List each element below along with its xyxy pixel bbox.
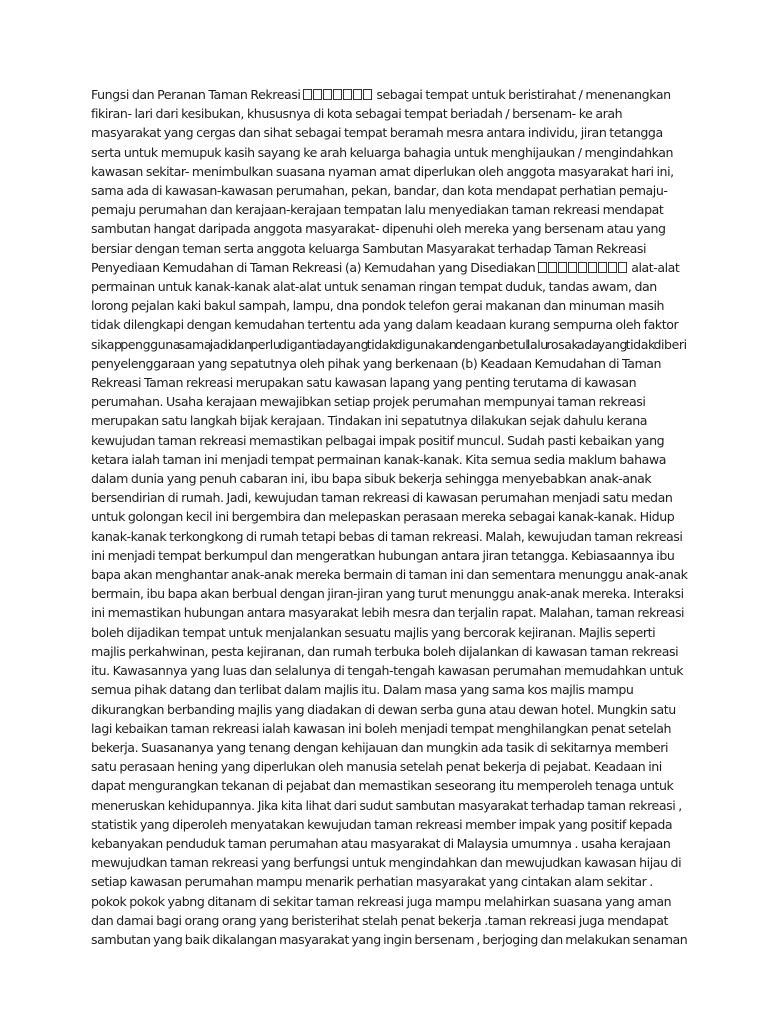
missing-glyph-box: [353, 89, 362, 100]
text-line: ketara ialah taman ini menjadi tempat permainan kanak-kanak. Kita semua sedia maklum bahawa: [91, 451, 666, 467]
text-line: bekerja. Suasananya yang tenang dengan kehijauan dan mungkin ada tasik di sekitarnya memberi: [91, 739, 669, 755]
document-body-text: [91, 85, 687, 949]
text-line: dikurangkan berbanding majlis yang diadakan di dewan serba guna atau dewan hotel. Mungkin satu: [91, 701, 676, 717]
text-line: untuk golongan kecil ini bergembira dan melepaskan perasaan mereka sebagai kanak-kanak. Hidup: [91, 509, 675, 525]
missing-glyph-box: [313, 89, 322, 100]
text-line: satu perasaan hening yang diperlukan oleh manusia setelah penat bekerja di pejabat. Keadaan ini: [91, 759, 662, 775]
missing-glyph-box: [558, 262, 567, 273]
text-line: dan damai bagi orang orang yang beristerihat stelah penat bekerja .taman rekreasi juga mendapat: [91, 912, 668, 928]
text-line: itu. Kawasannya yang luas dan selalunya di tengah-tengah kawasan perumahan memudahkan untuk: [91, 663, 684, 679]
text-line: meneruskan kehidupannya. Jika kita lihat dari sudut sambutan masyarakat terhadap taman rekreasi ,: [91, 797, 682, 813]
text-line: bersendirian di rumah. Jadi, kewujudan taman rekreasi di kawasan perumahan menjadi satu medan: [91, 490, 673, 506]
text-line: lagi kebaikan taman rekreasi ialah kawasan ini boleh menjadi tempat menghilangkan penat setelah: [91, 720, 672, 736]
text-line: statistik yang diperoleh menyatakan kewujudan taman rekreasi member impak yang positif kepada: [91, 816, 673, 832]
missing-glyph-box: [578, 262, 587, 273]
text-line: permainan untuk kanak-kanak alat-alat untuk senaman ringan tempat duduk, tandas awam, dan: [91, 279, 657, 295]
text-line: sikap pengguna sama jadi dan perlu diganti ada yang tidak digunakan dengan betul lalu rosak ada yang tidak diberi: [91, 336, 687, 352]
text-line: serta untuk memupuk kasih sayang ke arah keluarga bahagia untuk menghijaukan / mengindahkan: [91, 144, 674, 160]
text-line: semua pihak datang dan terlibat dalam majlis itu. Dalam masa yang sama kos majlis mampu: [91, 682, 634, 698]
text-line: ini memastikan hubungan antara masyarakat lebih mesra dan terjalin rapat. Malahan, taman rekreasi: [91, 605, 685, 621]
missing-glyph-box: [333, 89, 342, 100]
text-line: ini menjadi tempat berkumpul dan mengeratkan hubungan antara jiran tetangga. Kebiasaannya ibu: [91, 547, 675, 563]
missing-glyph-box: [363, 89, 372, 100]
text-line: dapat mengurangkan tekanan di pejabat dan memastikan seseorang itu memperoleh tenaga untuk: [91, 778, 674, 794]
text-line: tidak dilengkapi dengan kemudahan tertentu ada yang dalam keadaan kurang sempurna oleh faktor: [91, 317, 679, 333]
missing-glyph-box: [323, 89, 332, 100]
text-line: boleh dijadikan tempat untuk menjalankan sesuatu majlis yang bercorak kejiranan. Majlis seperti: [91, 624, 656, 640]
missing-glyph-box: [538, 262, 547, 273]
text-line: lorong pejalan kaki bakul sampah, lampu, dna pondok telefon gerai makanan dan minuman masih: [91, 298, 665, 314]
text-line: penyelenggaraan yang sepatutnya oleh pihak yang berkenaan (b) Keadaan Kemudahan di Taman: [91, 355, 662, 371]
text-line: mewujudkan taman rekreasi yang berfungsi untuk mengindahkan dan mewujudkan kawasan hijau di: [91, 855, 682, 871]
text-line: kawasan sekitar- menimbulkan suasana nyaman amat diperlukan oleh anggota masyarakat hari ini,: [91, 163, 674, 179]
text-line: sambutan hangat daripada anggota masyarakat- dipenuhi oleh mereka yang bersenam atau yang: [91, 221, 666, 237]
missing-glyph-box: [343, 89, 352, 100]
text-line: bapa akan menghantar anak-anak mereka bermain di taman ini dan sementara menunggu anak-anak: [91, 567, 688, 583]
text-line: dalam dunia yang penuh cabaran ini, ibu bapa sibuk bekerja sehingga menyebabkan anak-anak: [91, 471, 652, 487]
missing-glyph-box: [568, 262, 577, 273]
text-line: pemaju perumahan dan kerajaan-kerajaan tempatan lalu menyediakan taman rekreasi mendapat: [91, 202, 664, 218]
missing-glyph-box: [303, 89, 312, 100]
text-line: Rekreasi Taman rekreasi merupakan satu kawasan lapang yang penting terutama di kawasan: [91, 375, 637, 391]
text-line: pokok pokok yabng ditanam di sekitar taman rekreasi juga mampu melahirkan suasana yang aman: [91, 893, 672, 909]
missing-glyph-box: [548, 262, 557, 273]
text-line: merupakan satu langkah bijak kerajaan. Tindakan ini sepatutnya dilakukan sejak dahulu kerana: [91, 413, 648, 429]
text-line: bermain, ibu bapa akan berbual dengan jiran-jiran yang turut menunggu anak-anak mereka. Interaksi: [91, 586, 684, 602]
missing-glyph-box: [618, 262, 627, 273]
text-line: setiap kawasan perumahan mampu menarik perhatian masyarakat yang cintakan alam sekitar .: [91, 874, 653, 890]
text-line: sama ada di kawasan-kawasan perumahan, pekan, bandar, dan kota mendapat perhatian pemaju-: [91, 183, 668, 199]
text-line: majlis perkahwinan, pesta kejiranan, dan rumah terbuka boleh dijalankan di kawasan taman rekreasi: [91, 643, 679, 659]
text-line: bersiar dengan teman serta anggota keluarga Sambutan Masyarakat terhadap Taman Rekreasi: [91, 240, 646, 256]
text-line: kanak-kanak terkongkong di rumah tetapi bebas di taman rekreasi. Malah, kewujudan taman rekreasi: [91, 528, 683, 544]
text-line: perumahan. Usaha kerajaan mewajibkan setiap projek perumahan mempunyai taman rekreasi: [91, 394, 646, 410]
text-line: masyarakat yang cergas dan sihat sebagai tempat beramah mesra antara individu, jiran tetangga: [91, 125, 663, 141]
missing-glyph-box: [588, 262, 597, 273]
text-line: Penyediaan Kemudahan di Taman Rekreasi (a) Kemudahan yang Disediakan alat-alat: [91, 259, 680, 275]
text-line: sambutan yang baik dikalangan masyarakat yang ingin bersenam , berjoging dan melakukan senaman: [91, 931, 688, 947]
text-line: kewujudan taman rekreasi memastikan pelbagai impak positif muncul. Sudah pasti kebaikan yang: [91, 432, 665, 448]
missing-glyph-box: [598, 262, 607, 273]
text-line: Fungsi dan Peranan Taman Rekreasi sebagai tempat untuk beristirahat / menenangkan: [91, 87, 671, 102]
missing-glyph-box: [608, 262, 617, 273]
text-line: kebanyakan penduduk taman perumahan atau masyarakat di Malaysia umumnya . usaha kerajaan: [91, 835, 671, 851]
text-line: fikiran- lari dari kesibukan, khususnya di kota sebagai tempat beriadah / bersenam- ke arah: [91, 106, 623, 122]
